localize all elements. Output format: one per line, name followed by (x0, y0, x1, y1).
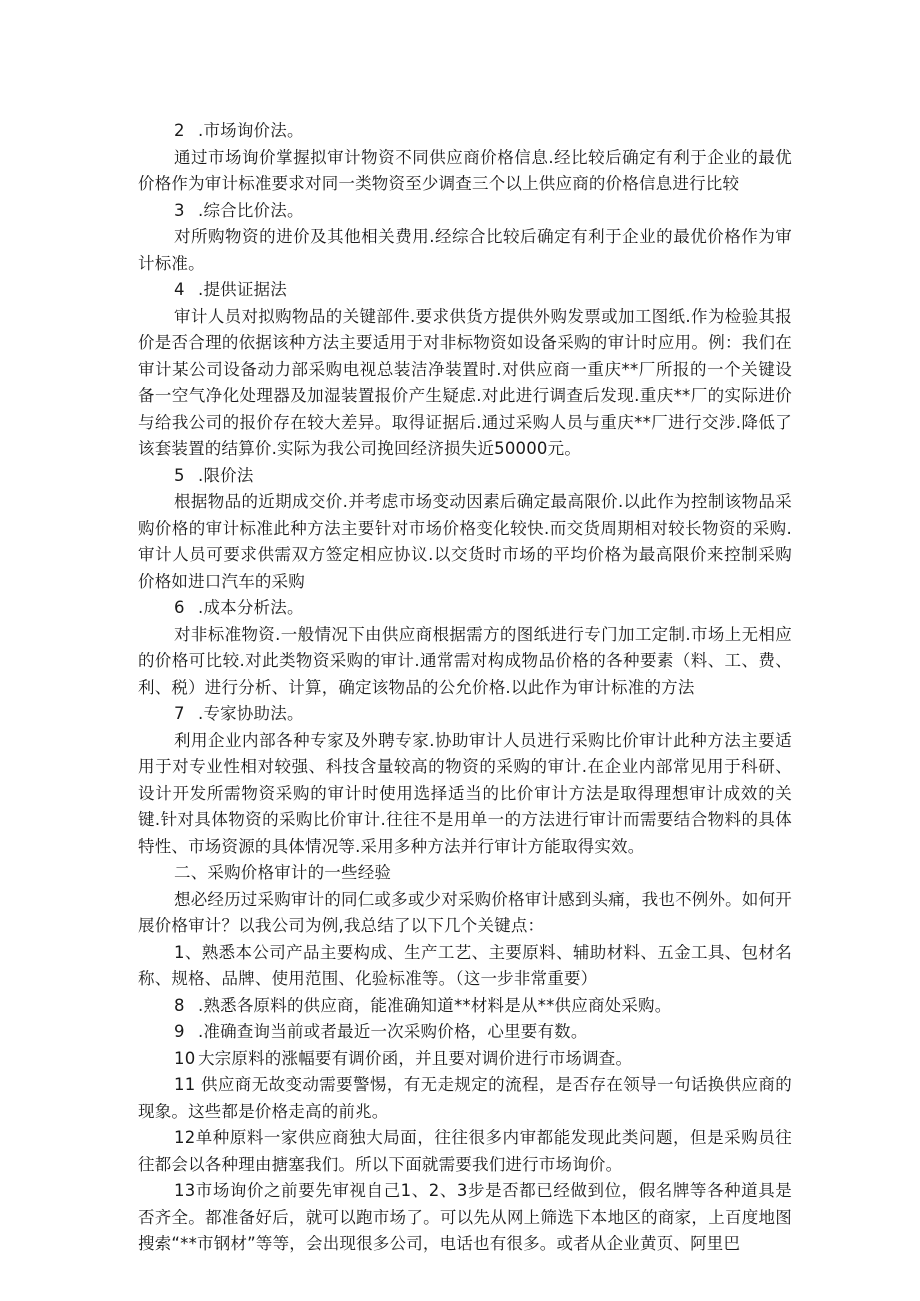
section-heading (138, 198, 792, 225)
section-number: 9 (174, 1022, 185, 1041)
section-heading (138, 860, 792, 887)
section-heading (138, 277, 792, 304)
section-heading (138, 118, 792, 145)
section-number: 10 (174, 1048, 196, 1068)
section-title: .成本分析法。 (198, 598, 304, 617)
paragraph: 根据物品的近期成交价.并考虑市场变动因素后确定最高限价.以此作为控制该物品采购价格的审计标准此种方法主要针对市场价格变化较快.而交货周期相对较长物资的采购.审计人员可要求供需双方签定相应协议.以交货时市场的平均价格为最高限价来控制采购价格如进口汽车的采购 (138, 492, 792, 591)
paragraph: 12单种原料一家供应商独大局面，往往很多内审都能发现此类问题，但是采购员往往都会以各种理由搪塞我们。所以下面就需要我们进行市场询价。 (138, 1128, 792, 1174)
section-heading (138, 595, 792, 622)
section-title: .限价法 (198, 465, 254, 485)
section-number: 6 (174, 598, 185, 617)
section-heading (138, 701, 792, 728)
section-number: 5 (174, 465, 185, 485)
section-title: 二、采购价格审计的一些经验 (174, 863, 392, 882)
section-title: .专家协助法。 (198, 704, 304, 723)
section-title: .提供证据法 (198, 280, 287, 299)
paragraph: 审计人员对拟购物品的关键部件.要求供货方提供外购发票或加工图纸.作为检验其报价是否合理的依据该种方法主要适用于对非标物资如设备采购的审计时应用。例：我们在审计某公司设备动力部采购电视总装洁净装置时.对供应商一重庆**厂所报的一个关键设备一空气净化处理器及加湿装置报价产生疑虑.对此进行调查后发现.重庆**厂的实际进价与给我公司的报价存在较大差异。取得证据后.通过采购人员与重庆**厂进行交涉.降低了该套装置的结算价.实际为我公司挽回经济损失近50000元。 (138, 306, 792, 458)
section-title: .市场询价法。 (198, 121, 304, 140)
section-title: 大宗原料的涨幅要有调价函，并且要对调价进行市场调查。 (198, 1048, 633, 1068)
paragraph: 想必经历过采购审计的同仁或多或少对采购价格审计感到头痛，我也不例外。如何开展价格审计？以我公司为例,我总结了以下几个关键点： (138, 889, 792, 935)
paragraph: 利用企业内部各种专家及外聘专家.协助审计人员进行采购比价审计此种方法主要适用于对专业性相对较强、科技含量较高的物资的采购的审计.在企业内部常见用于科研、设计开发所需物资采购的审计时使用选择适当的比价审计方法是取得理想审计成效的关键.针对具体物资的采购比价审计.往往不是用单一的方法进行审计而需要结合物料的具体特性、市场资源的具体情况等.采用多种方法并行审计方能取得实效。 (138, 730, 792, 856)
paragraph: 1、熟悉本公司产品主要构成、生产工艺、主要原料、辅助材料、五金工具、包材名称、规格、品牌、使用范围、化验标准等。（这一步非常重要） (138, 942, 792, 988)
section-number: 2 (174, 121, 185, 140)
paragraph: 对所购物资的进价及其他相关费用.经综合比较后确定有利于企业的最优价格作为审计标准。 (138, 227, 792, 273)
section-heading (138, 463, 792, 490)
paragraph: 11 供应商无故变动需要警惕，有无走规定的流程，是否存在领导一句话换供应商的现象。这些都是价格走高的前兆。 (138, 1075, 792, 1121)
paragraph: 对非标准物资.一般情况下由供应商根据需方的图纸进行专门加工定制.市场上无相应的价格可比较.对此类物资采购的审计.通常需对构成物品价格的各种要素（料、工、费、利、税）进行分析、计算，确定该物品的公允价格.以此作为审计标准的方法 (138, 624, 792, 697)
paragraph: 13市场询价之前要先审视自己1、2、3步是否都已经做到位，假名牌等各种道具是否齐全。都准备好后，就可以跑市场了。可以先从网上筛选下本地区的商家，上百度地图搜索“**市钢材”等等，会出现很多公司，电话也有很多。或者从企业黄页、阿里巴 (138, 1181, 792, 1253)
section-title: .综合比价法。 (198, 200, 304, 220)
section-number: 3 (174, 200, 185, 220)
section-heading (138, 993, 792, 1020)
section-number: 7 (174, 704, 185, 723)
document-page (138, 118, 792, 1258)
section-heading (138, 1019, 792, 1046)
section-heading (138, 1046, 792, 1073)
paragraph: 通过市场询价掌握拟审计物资不同供应商价格信息.经比较后确定有利于企业的最优价格作为审计标准要求对同一类物资至少调查三个以上供应商的价格信息进行比较 (138, 147, 792, 193)
section-title: .熟悉各原料的供应商，能准确知道**材料是从**供应商处采购。 (198, 995, 672, 1015)
section-number: 4 (174, 280, 185, 299)
section-title: .准确查询当前或者最近一次采购价格，心里要有数。 (198, 1022, 588, 1041)
section-number: 8 (174, 995, 185, 1015)
